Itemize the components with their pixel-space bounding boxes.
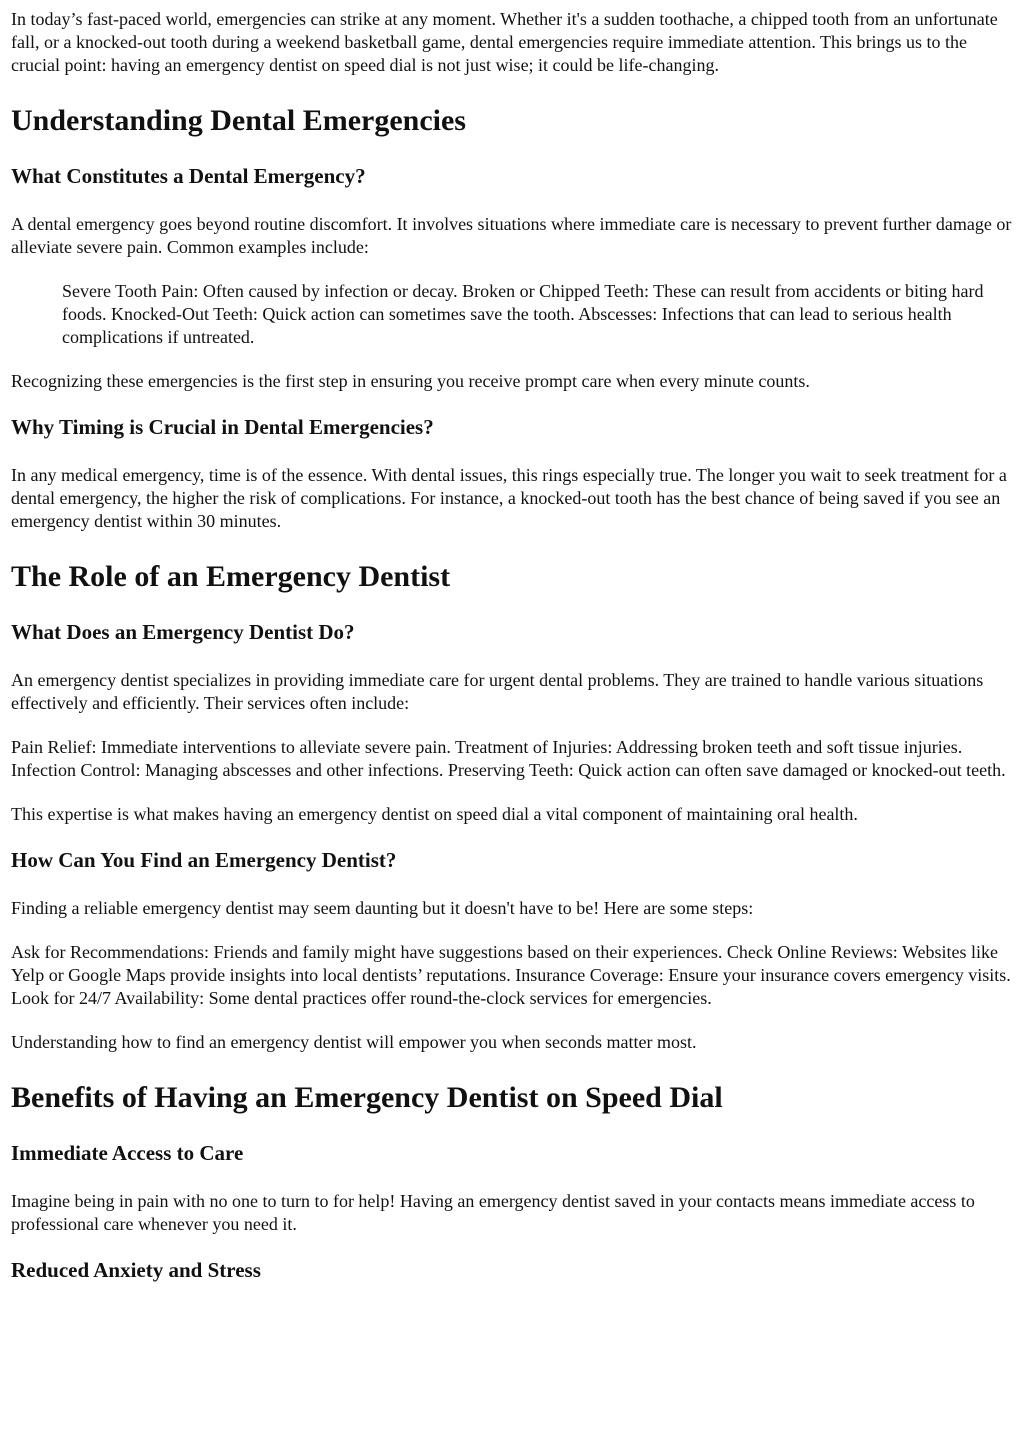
- subheading-immediate-access: Immediate Access to Care: [11, 1141, 244, 1165]
- section-heading-role: The Role of an Emergency Dentist: [11, 560, 451, 593]
- paragraph: Recognizing these emergencies is the first step in ensuring you receive prompt care when every minute counts.: [11, 371, 810, 391]
- subheading-what-does: What Does an Emergency Dentist Do?: [11, 620, 355, 644]
- subheading-why-timing: Why Timing is Crucial in Dental Emergencies?: [11, 415, 434, 439]
- intro-paragraph: In today’s fast-paced world, emergencies can strike at any moment. Whether it's a sudden toothache, a chipped tooth from an unfortunate fall, or a knocked-out tooth during a weekend basketball game, dental emergencies require immediate attention. This brings us to the crucial point: having an emergency dentist on speed dial is not just wise; it could be life-changing.: [11, 9, 998, 75]
- paragraph: In any medical emergency, time is of the essence. With dental issues, this rings especially true. The longer you wait to seek treatment for a dental emergency, the higher the risk of complications. For instance, a knocked-out tooth has the best chance of being saved if you see an emergency dentist within 30 minutes.: [11, 465, 1007, 531]
- paragraph: An emergency dentist specializes in providing immediate care for urgent dental problems. They are trained to handle various situations effectively and efficiently. Their services often include:: [11, 670, 984, 713]
- paragraph: Understanding how to find an emergency dentist will empower you when seconds matter most.: [11, 1032, 697, 1052]
- paragraph: Ask for Recommendations: Friends and family might have suggestions based on their experiences. Check Online Reviews: Websites like Yelp or Google Maps provide insights into local dentists’ reputations. Insurance Coverage: Ensure your insurance covers emergency visits. Look for 24/7 Availability: Some dental practices offer round-the-clock services for emergencies.: [11, 942, 1011, 1008]
- paragraph: A dental emergency goes beyond routine discomfort. It involves situations where immediate care is necessary to prevent further damage or alleviate severe pain. Common examples include:: [11, 214, 1012, 257]
- paragraph: Pain Relief: Immediate interventions to alleviate severe pain. Treatment of Injuries: Addressing broken teeth and soft tissue injuries. Infection Control: Managing abscesses and other infections. Preserving Teeth: Quick action can often save damaged or knocked-out teeth.: [11, 737, 1006, 780]
- paragraph: Imagine being in pain with no one to turn to for help! Having an emergency dentist saved in your contacts means immediate access to professional care whenever you need it.: [11, 1191, 975, 1234]
- subheading-how-find: How Can You Find an Emergency Dentist?: [11, 848, 397, 872]
- section-heading-benefits: Benefits of Having an Emergency Dentist on Speed Dial: [11, 1081, 723, 1114]
- subheading-reduced-anxiety: Reduced Anxiety and Stress: [11, 1258, 261, 1282]
- section-heading-understanding: Understanding Dental Emergencies: [11, 104, 466, 137]
- paragraph: Finding a reliable emergency dentist may seem daunting but it doesn't have to be! Here are some steps:: [11, 898, 754, 918]
- examples-blockquote: Severe Tooth Pain: Often caused by infection or decay. Broken or Chipped Teeth: These can result from accidents or biting hard foods. Knocked-Out Teeth: Quick action can sometimes save the tooth. Abscesses: Infections that can lead to serious health complications if untreated.: [62, 281, 984, 347]
- subheading-what-constitutes: What Constitutes a Dental Emergency?: [11, 164, 366, 188]
- paragraph: This expertise is what makes having an emergency dentist on speed dial a vital component of maintaining oral health.: [11, 804, 858, 824]
